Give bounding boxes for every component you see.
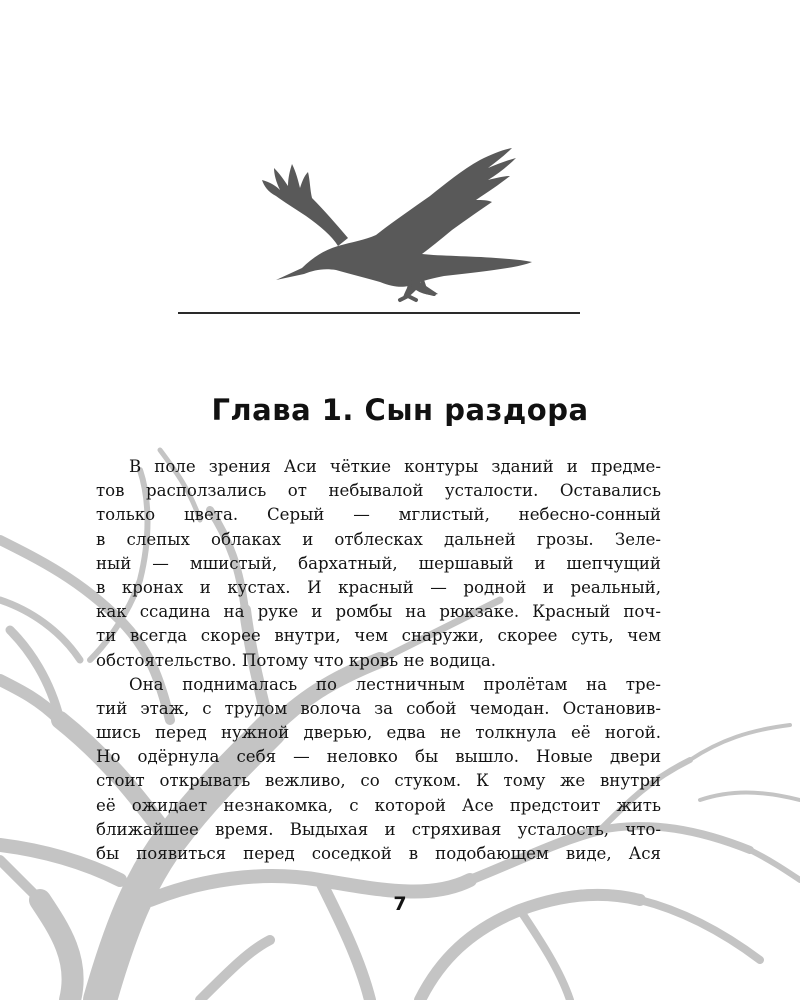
chapter-title: Глава 1. Сын раздора — [211, 393, 589, 427]
text-line: ти всегда скорее внутри, чем снаружи, скорее суть, чем — [96, 626, 661, 646]
text-line: её ожидает незнакомка, с которой Асе предстоит жить — [96, 795, 661, 815]
text-line: Но одёрнула себя — неловко бы вышло. Новые двери — [96, 747, 661, 767]
text-line: шись перед нужной дверью, едва не толкнула её ногой. — [96, 723, 661, 743]
text-line: в кронах и кустах. И красный — родной и реальный, — [96, 577, 661, 597]
text-line: обстоятельство. Потому что кровь не водица. — [96, 650, 497, 670]
text-line: стоит открывать вежливо, со стуком. К тому же внутри — [96, 771, 661, 791]
text-line: В поле зрения Аси чёткие контуры зданий и предме- — [129, 457, 661, 476]
page-number: 7 — [393, 893, 407, 915]
title-divider — [178, 312, 580, 314]
text-line: тий этаж, с трудом волоча за собой чемодан. Остановив- — [96, 698, 661, 718]
chapter-body — [96, 455, 661, 866]
text-line: бы появиться перед соседкой в подобающем виде, Ася — [96, 844, 661, 863]
text-line: в слепых облаках и отблесках дальней грозы. Зеле- — [96, 529, 661, 549]
text-line: ближайшее время. Выдыхая и стряхивая усталость, что- — [96, 819, 661, 839]
text-line: ный — мшистый, бархатный, шершавый и шепчущий — [96, 553, 661, 573]
text-line: тов расползались от небывалой усталости. Оставались — [96, 481, 661, 501]
text-line: Она поднималась по лестничным пролётам на тре- — [129, 674, 661, 694]
text-line: только цвета. Серый — мглистый, небесно-сонный — [96, 505, 661, 525]
text-line: как ссадина на руке и ромбы на рюкзаке. Красный поч- — [96, 602, 661, 622]
raven-illustration — [240, 140, 540, 305]
